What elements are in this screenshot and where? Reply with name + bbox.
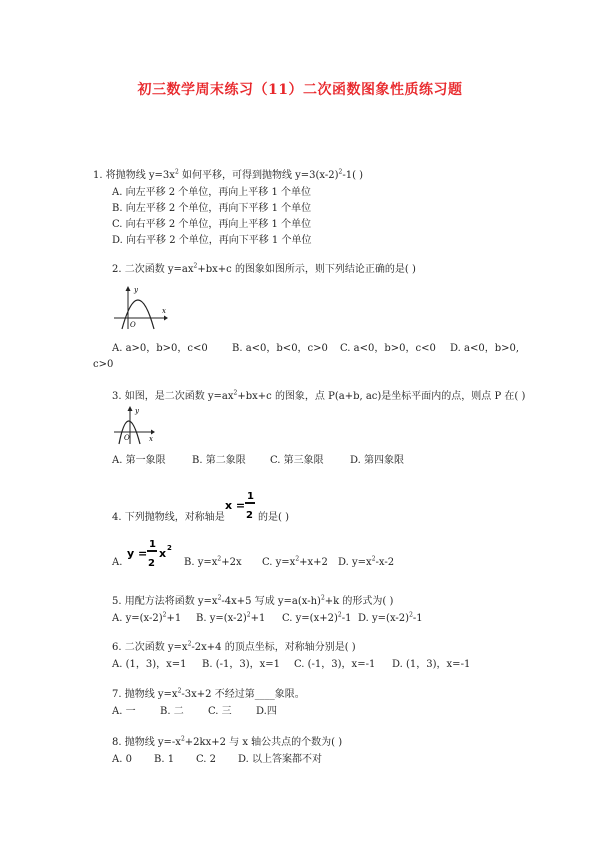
- q3-text-post: +bx+c 的图象，点 P(a+b, ac)是坐标平面内的点，则点 P 在( ): [237, 391, 526, 402]
- q4-opt-b-sup: 2: [217, 555, 222, 563]
- q5-sup-2: 2: [320, 594, 325, 602]
- q1-option-d[interactable]: D. 向右平移 2 个单位，再向下平移 1 个单位: [112, 235, 312, 246]
- q2-option-d-wrap: c>0: [93, 359, 114, 370]
- q6-text-pre: 6. 二次函数 y=x: [112, 642, 188, 653]
- question-8-stem: [112, 736, 342, 750]
- q2-origin-label: O: [130, 321, 136, 329]
- q4-opt-a-lhs: y =: [127, 547, 148, 560]
- q4-opt-a-num: 1: [149, 539, 156, 550]
- q5-text-mid: -4x+5 写成 y=a(x-h): [221, 596, 321, 607]
- q2-sup: 2: [193, 262, 198, 270]
- question-5-stem: [112, 595, 393, 609]
- q5-opt-a-pre: A. y=(x-2): [112, 613, 163, 624]
- q7-option-b[interactable]: B. 二: [160, 706, 184, 717]
- q5-opt-d-pre: D. y=(x-2): [358, 613, 410, 624]
- q1-option-b[interactable]: B. 向左平移 2 个单位，再向下平移 1 个单位: [112, 203, 312, 214]
- question-4-stem-post: 的是( ): [258, 512, 289, 523]
- question-7-stem: [112, 688, 305, 702]
- q1-option-a[interactable]: A. 向左平移 2 个单位，再向上平移 1 个单位: [112, 187, 312, 198]
- q4-opt-a-sup: 2: [167, 544, 172, 552]
- q4-opt-d-post: -x-2: [375, 557, 395, 568]
- question-2-stem: [112, 263, 416, 277]
- q4-option-b[interactable]: [184, 556, 242, 570]
- q4-opt-d-pre: D. y=x: [338, 557, 372, 568]
- q7-sup: 2: [177, 687, 182, 695]
- q5-option-c[interactable]: [282, 612, 351, 626]
- q8-option-d[interactable]: D. 以上答案都不对: [238, 754, 323, 765]
- q7-answer-blank[interactable]: ____: [254, 689, 275, 700]
- q8-text-pre: 8. 抛物线 y=-x: [112, 737, 181, 748]
- q4-option-d[interactable]: [338, 556, 394, 570]
- q7-option-d[interactable]: D.四: [256, 706, 277, 717]
- q5-opt-c-post: -1: [341, 613, 352, 624]
- q3-x-label: x: [149, 435, 153, 443]
- q1-text-post: -1( ): [342, 170, 364, 181]
- q2-option-d[interactable]: D. a<0，b>0,: [450, 343, 520, 354]
- q6-option-d[interactable]: D. (1，3)，x=-1: [392, 659, 471, 670]
- q4-opt-d-sup: 2: [371, 555, 376, 563]
- q7-option-c[interactable]: C. 三: [208, 706, 232, 717]
- q3-parabola-graph: [112, 405, 156, 445]
- q4-opt-a-var: x: [159, 547, 167, 560]
- question-4-stem-pre: 4. 下列抛物线，对称轴是: [112, 512, 225, 523]
- q5-opt-d-post: -1: [412, 613, 423, 624]
- q4-opt-c-post: +x+2: [299, 557, 328, 568]
- q3-option-d[interactable]: D. 第四象限: [350, 455, 405, 466]
- q4-option-a-label[interactable]: A.: [112, 557, 123, 568]
- q6-option-b[interactable]: B. (-1，3)，x=1: [202, 659, 280, 670]
- q4-axis-formula: [224, 488, 256, 524]
- q2-text-post: +bx+c 的图象如图所示，则下列结论正确的是( ): [197, 264, 416, 275]
- q7-text-mid: -3x+2 不经过第: [181, 689, 255, 700]
- q4-opt-b-post: +2x: [221, 557, 242, 568]
- q8-text-post: +2kx+2 与 x 轴公共点的个数为( ): [184, 737, 343, 748]
- q2-option-a[interactable]: A. a>0，b>0，c<0: [112, 343, 208, 354]
- q5-opt-a-sup: 2: [162, 611, 167, 619]
- q7-text-post: 象限。: [274, 689, 305, 700]
- page-title: 初三数学周末练习（11）二次函数图象性质练习题: [137, 82, 463, 98]
- q4-opt-c-sup: 2: [295, 555, 300, 563]
- q2-y-arrow: [126, 286, 131, 291]
- q5-opt-c-sup: 2: [337, 611, 342, 619]
- q7-text-pre: 7. 抛物线 y=x: [112, 689, 178, 700]
- q5-text-post: +k 的形式为( ): [324, 596, 394, 607]
- q3-y-arrow: [128, 406, 133, 411]
- question-6-stem: [112, 641, 356, 655]
- q4-opt-b-pre: B. y=x: [184, 557, 218, 568]
- question-1-stem: [93, 169, 363, 183]
- question-3-stem: [112, 390, 525, 404]
- q4-axis-lhs: x =: [225, 499, 246, 512]
- q3-option-c[interactable]: C. 第三象限: [270, 455, 324, 466]
- q2-y-label: y: [134, 286, 138, 294]
- q5-option-b[interactable]: [196, 612, 265, 626]
- q3-option-a[interactable]: A. 第一象限: [112, 455, 166, 466]
- q2-x-label: x: [162, 307, 166, 315]
- q5-opt-b-post: +1: [250, 613, 266, 624]
- q3-y-label: y: [135, 407, 139, 415]
- q1-sup-1: 2: [174, 168, 179, 176]
- q4-option-a-formula[interactable]: [126, 536, 176, 572]
- q2-parabola-graph: [112, 284, 168, 330]
- q7-option-a[interactable]: A. 一: [112, 706, 136, 717]
- q6-sup: 2: [187, 640, 192, 648]
- q2-option-b[interactable]: B. a<0，b<0，c>0: [232, 343, 328, 354]
- q6-option-a[interactable]: A. (1，3)，x=1: [112, 659, 187, 670]
- q5-opt-d-sup: 2: [409, 611, 413, 619]
- q3-text-pre: 3. 如图，是二次函数 y=ax: [112, 391, 234, 402]
- q3-x-arrow: [151, 430, 155, 435]
- q2-text-pre: 2. 二次函数 y=ax: [112, 264, 194, 275]
- q5-sup-1: 2: [217, 594, 222, 602]
- q4-option-c[interactable]: [262, 556, 328, 570]
- q1-option-c[interactable]: C. 向右平移 2 个单位，再向上平移 1 个单位: [112, 219, 312, 230]
- q2-parabola-curve: [122, 300, 154, 329]
- q5-opt-c-pre: C. y=(x+2): [282, 613, 338, 624]
- q6-text-post: -2x+4 的顶点坐标，对称轴分别是( ): [191, 642, 356, 653]
- q8-sup: 2: [180, 735, 185, 743]
- q5-option-d[interactable]: [358, 612, 423, 626]
- q3-sup: 2: [233, 389, 238, 397]
- q8-option-b[interactable]: B. 1: [154, 754, 175, 765]
- q4-opt-a-den: 2: [148, 558, 155, 569]
- q5-opt-b-sup: 2: [246, 611, 251, 619]
- q5-option-a[interactable]: [112, 612, 181, 626]
- q3-option-b[interactable]: B. 第二象限: [192, 455, 246, 466]
- q4-axis-den: 2: [246, 510, 253, 521]
- q5-text-pre: 5. 用配方法将函数 y=x: [112, 596, 218, 607]
- q8-option-a[interactable]: A. 0: [112, 754, 132, 765]
- q2-x-arrow: [164, 316, 168, 321]
- q6-option-c[interactable]: C. (-1，3)，x=-1: [294, 659, 376, 670]
- q4-opt-c-pre: C. y=x: [262, 557, 296, 568]
- q2-option-c[interactable]: C. a<0，b>0，c<0: [340, 343, 436, 354]
- q5-opt-b-pre: B. y=(x-2): [196, 613, 247, 624]
- q5-opt-a-post: +1: [166, 613, 182, 624]
- q1-text-pre: 1. 将抛物线 y=3x: [93, 170, 175, 181]
- q1-sup-2: 2: [338, 168, 343, 176]
- q3-origin-label: O: [124, 434, 130, 442]
- q4-axis-num: 1: [247, 491, 254, 502]
- q8-option-c[interactable]: C. 2: [196, 754, 217, 765]
- q1-text-mid: 如何平移，可得到抛物线 y=3(x-2): [178, 170, 339, 181]
